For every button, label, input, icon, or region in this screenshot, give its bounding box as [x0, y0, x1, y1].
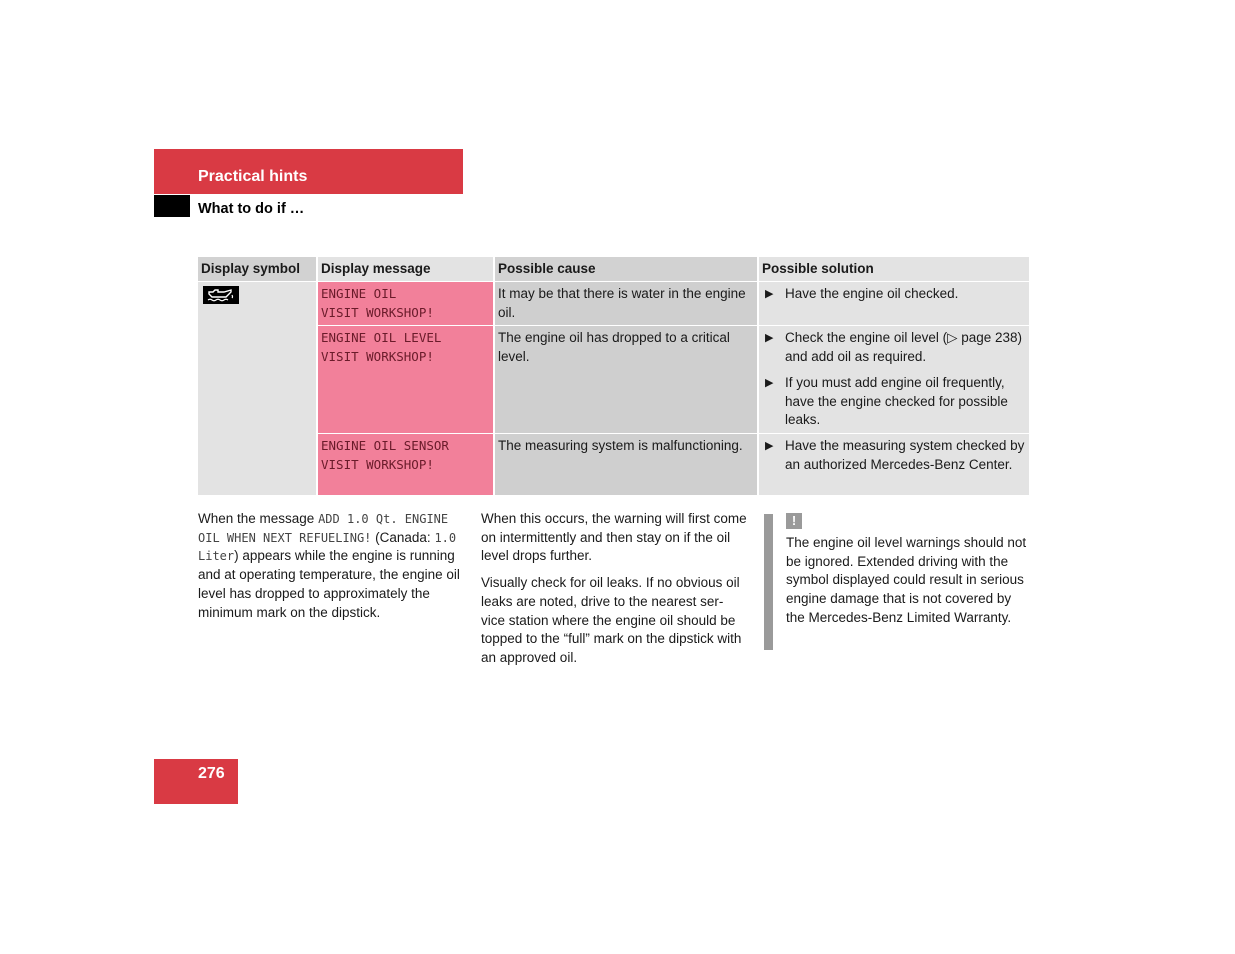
bullet-arrow-icon: ▶ [765, 332, 774, 344]
warning-text: The engine oil level warnings should not be ignored. Extended driving with the symbol displayed could result in serious engine damage that is not covered by the Mercedes-Benz Limited Warranty. [786, 535, 1027, 625]
column-header-solution: Possible solution [759, 257, 1029, 281]
bullet-arrow-icon: ▶ [765, 377, 774, 389]
page-number: 276 [198, 765, 225, 782]
body-column-2 [481, 510, 747, 676]
page-number-box [154, 759, 238, 804]
table-row-2-cause: The engine oil has dropped to a critical level. [495, 326, 757, 433]
warning-bar [764, 514, 773, 650]
symbol-cell [198, 282, 316, 495]
bullet-arrow-icon: ▶ [765, 440, 774, 452]
bullet-arrow-icon: ▶ [765, 288, 774, 300]
table-row-3-cause: The measuring system is malfunctioning. [495, 434, 757, 495]
table-row-1-solution: ▶ Have the engine oil checked. [759, 282, 1029, 325]
table-row-2-message: ENGINE OIL LEVEL VISIT WORKSHOP! [318, 326, 493, 433]
warning-icon: ! [786, 513, 802, 529]
subsection-title: What to do if … [198, 201, 305, 217]
column-header-message: Display message [318, 257, 493, 281]
table-row-3-solution: ▶ Have the measuring system checked by an authorized Mercedes-Benz Center. [759, 434, 1029, 495]
body-paragraph: Visually check for oil leaks. If no obvious oil leaks are noted, drive to the nearest ser-vice station where the engine oil should be topped to the “full” mark on the dipstick with an approved oil. [481, 575, 742, 665]
column-header-cause: Possible cause [495, 257, 757, 281]
table-row-1-cause: It may be that there is water in the engine oil. [495, 282, 757, 325]
engine-oil-icon [203, 286, 239, 304]
body-column-1: When the message ADD 1.0 Qt. ENGINE OIL WHEN NEXT REFUELING! (Canada: 1.0 Liter) appears while the engine is running and at operating temperature, the engine oil level has dropped to approximately the minimum mark on the dipstick. [198, 511, 460, 620]
table-row-2-solution: ▶ Check the engine oil level (▷ page 238) and add oil as required. ▶ If you must add engine oil frequently, have the engine checked for possible leaks. [759, 326, 1029, 433]
subsection-marker [154, 195, 190, 217]
table-row-3-message: ENGINE OIL SENSOR VISIT WORKSHOP! [318, 434, 493, 495]
section-title: Practical hints [198, 168, 308, 185]
body-paragraph: When this occurs, the warning will first come on intermittently and then stay on if the oil level drops further. [481, 511, 747, 564]
table-row-1-message: ENGINE OIL VISIT WORKSHOP! [318, 282, 493, 325]
column-header-symbol: Display symbol [198, 257, 316, 281]
